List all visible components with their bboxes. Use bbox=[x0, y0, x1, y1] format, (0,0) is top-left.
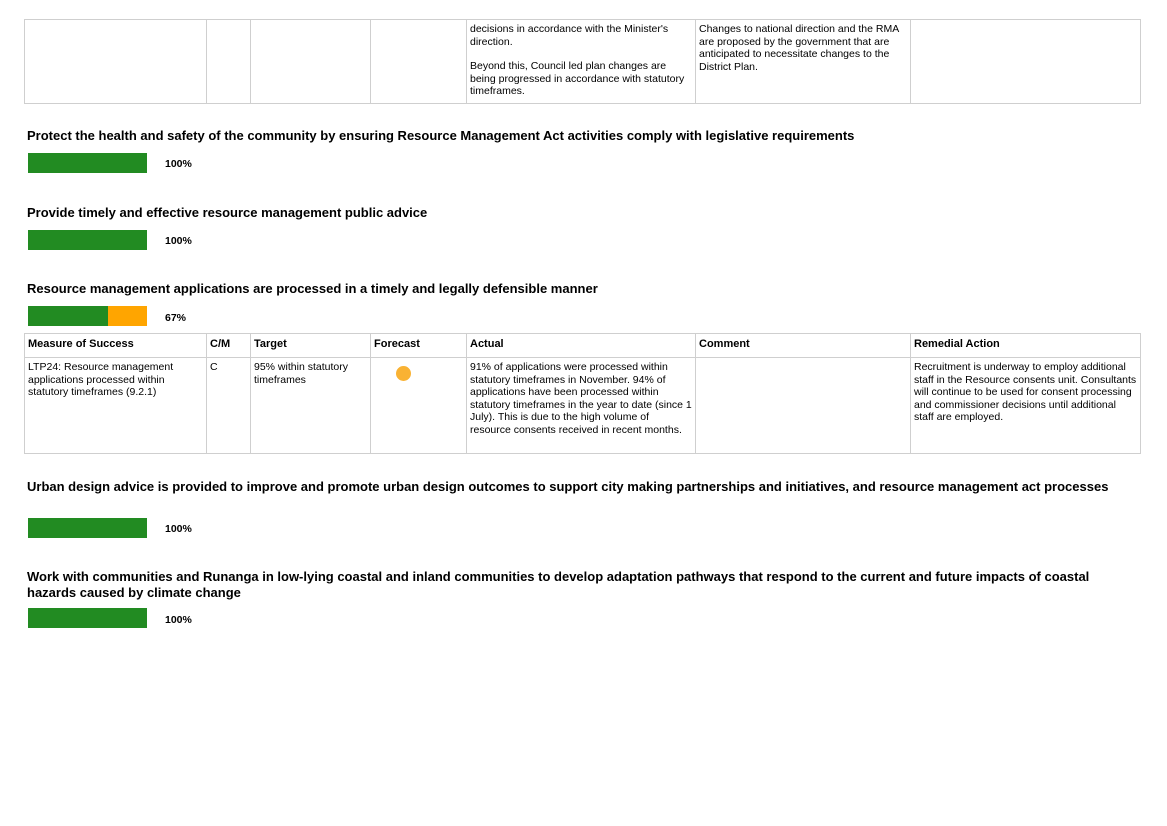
forecast-cell bbox=[371, 20, 467, 104]
progress-bar bbox=[28, 230, 147, 250]
actual-cell bbox=[467, 20, 696, 104]
header-target: Target bbox=[251, 334, 371, 358]
progress-green-segment bbox=[28, 306, 108, 326]
progress-percent: 67% bbox=[165, 312, 187, 324]
section-heading: Urban design advice is provided to improve and promote urban design outcomes to support city making partnerships and initiatives, and resource management act processes bbox=[27, 479, 1109, 494]
actual-text-1: decisions in accordance with the Minister's direction. bbox=[470, 23, 669, 48]
table-row bbox=[25, 358, 1141, 454]
remedial-cell: Recruitment is underway to employ additional staff in the Resource consents unit. Consultants will continue to be used for consent processing and commissioner decisions until additional staff are employed. bbox=[911, 358, 1141, 454]
progress-green-segment bbox=[28, 518, 147, 538]
header-comment: Comment bbox=[696, 334, 911, 358]
progress-green-segment bbox=[28, 608, 147, 628]
header-actual: Actual bbox=[467, 334, 696, 358]
progress-bar bbox=[28, 608, 147, 628]
forecast-status-icon bbox=[396, 366, 411, 381]
progress-bar bbox=[28, 518, 147, 538]
progress-bar bbox=[28, 306, 147, 326]
progress-percent: 100% bbox=[165, 158, 192, 170]
progress-percent: 100% bbox=[165, 614, 192, 626]
section-heading: Work with communities and Runanga in low-lying coastal and inland communities to develop adaptation pathways that respond to the current and future impacts of coastal hazards caused by climate change bbox=[27, 569, 1090, 600]
progress-orange-segment bbox=[108, 306, 147, 326]
comment-cell: Changes to national direction and the RMA are proposed by the government that are anticipated to necessitate changes to the District Plan. bbox=[696, 20, 911, 104]
progress-green-segment bbox=[28, 153, 147, 173]
previous-measure-table bbox=[24, 19, 1141, 104]
progress-percent: 100% bbox=[165, 235, 192, 247]
progress-green-segment bbox=[28, 230, 147, 250]
actual-cell: 91% of applications were processed within statutory timeframes in November. 94% of applications have been processed within statutory timeframes in the year to date (since 1 July). This is due to the high volume of resource consents received in recent months. bbox=[467, 358, 696, 454]
remedial-cell bbox=[911, 20, 1141, 104]
progress-percent: 100% bbox=[165, 523, 192, 535]
target-cell: 95% within statutory timeframes bbox=[251, 358, 371, 454]
progress-bar bbox=[28, 153, 147, 173]
measure-cell: LTP24: Resource management applications processed within statutory timeframes (9.2.1) bbox=[25, 358, 207, 454]
section-heading: Resource management applications are processed in a timely and legally defensible manner bbox=[27, 281, 598, 296]
header-forecast: Forecast bbox=[371, 334, 467, 358]
table-header-row bbox=[25, 334, 1141, 358]
cm-cell: C bbox=[207, 358, 251, 454]
measures-table bbox=[24, 333, 1141, 454]
actual-text-2: Beyond this, Council led plan changes are being progressed in accordance with statutory timeframes. bbox=[470, 60, 685, 98]
section-heading: Provide timely and effective resource management public advice bbox=[27, 205, 428, 220]
target-cell bbox=[251, 20, 371, 104]
section-heading: Protect the health and safety of the community by ensuring Resource Management Act activities comply with legislative requirements bbox=[27, 128, 855, 143]
header-remedial: Remedial Action bbox=[911, 334, 1141, 358]
header-measure: Measure of Success bbox=[25, 334, 207, 358]
cm-cell bbox=[207, 20, 251, 104]
forecast-cell bbox=[371, 358, 467, 454]
header-cm: C/M bbox=[207, 334, 251, 358]
measure-cell bbox=[25, 20, 207, 104]
comment-cell bbox=[696, 358, 911, 454]
